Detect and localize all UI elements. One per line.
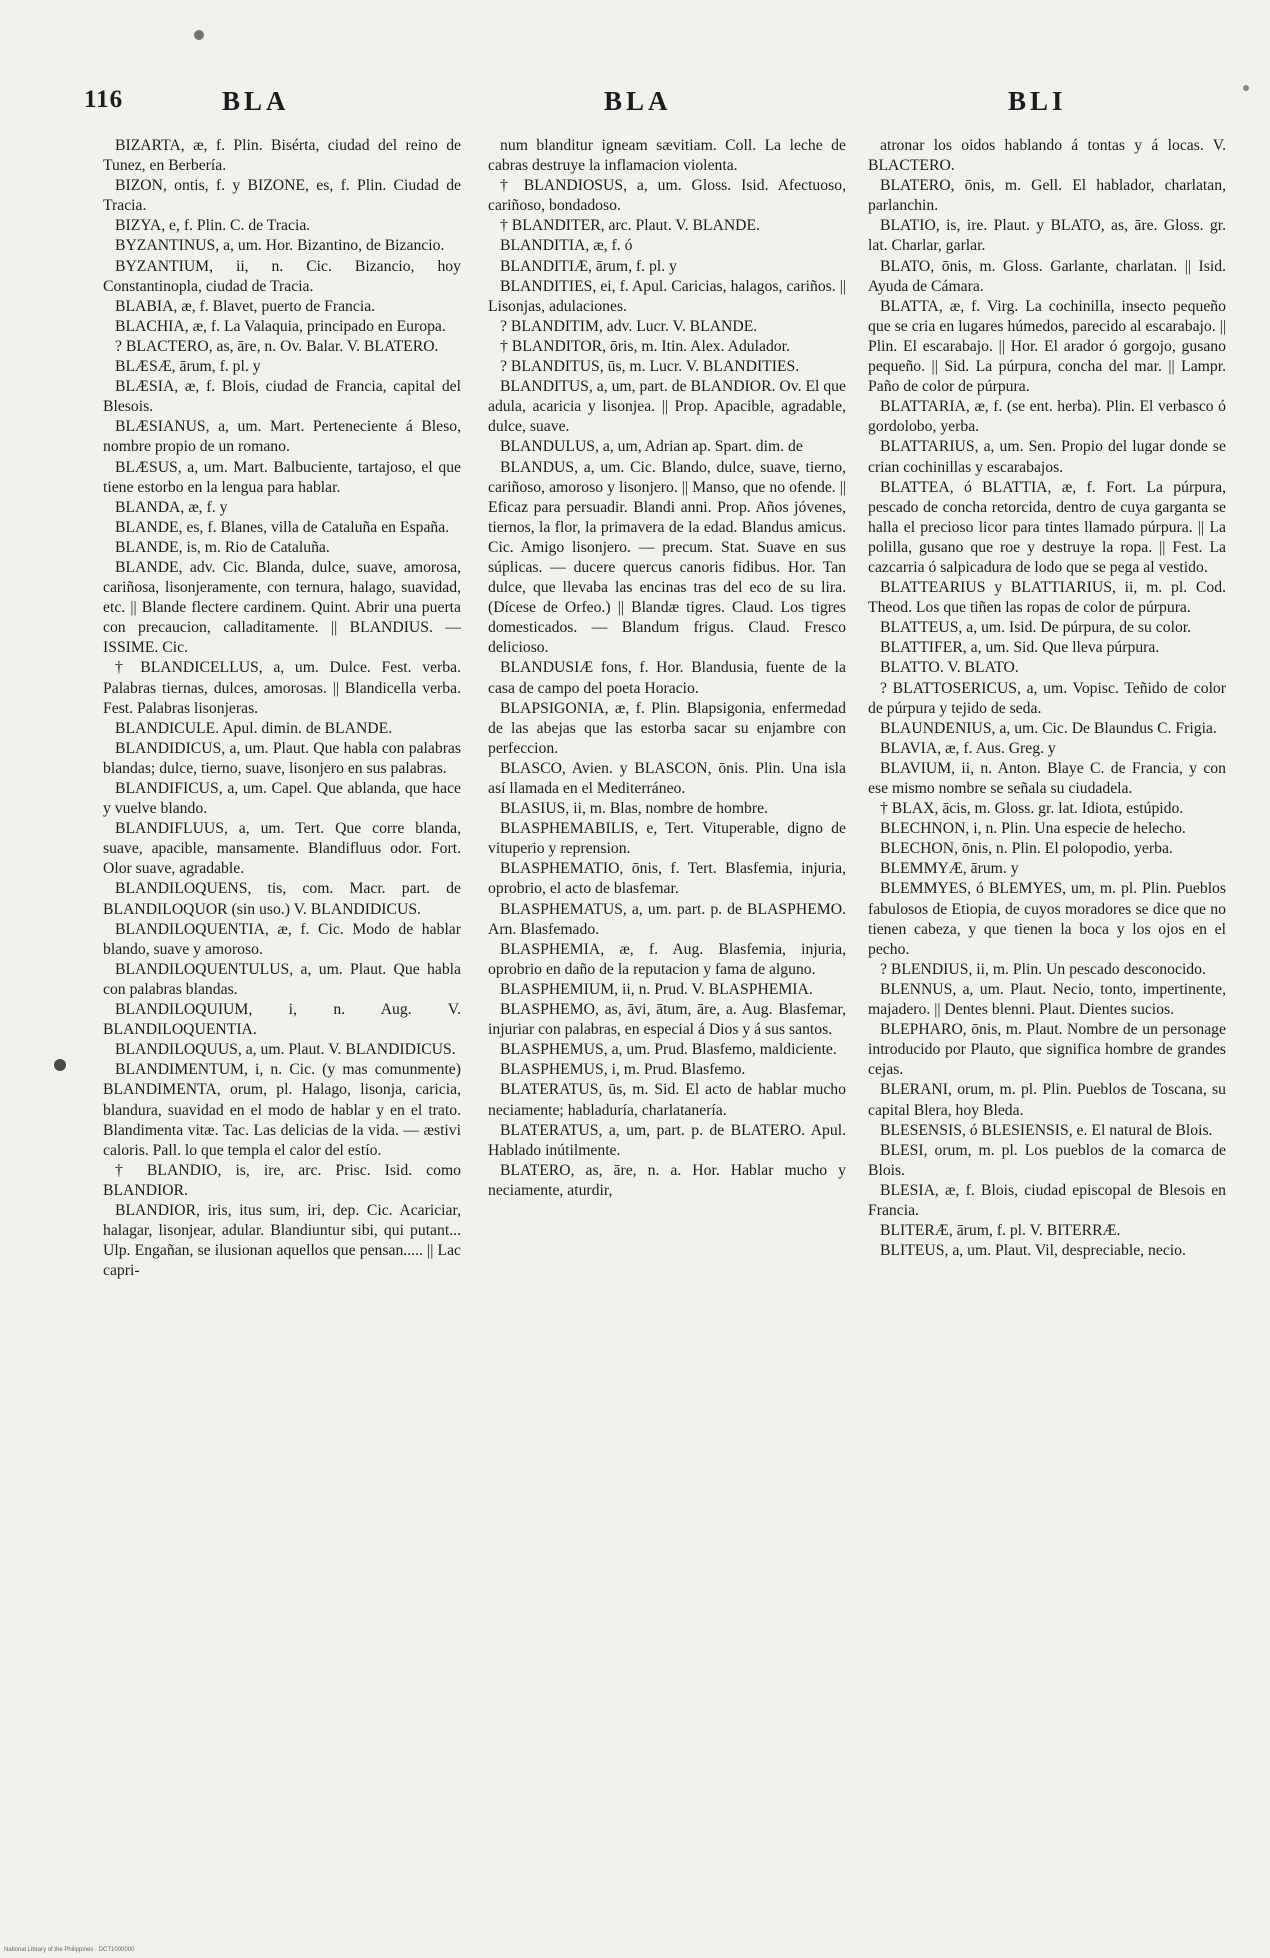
ink-speck: [1243, 85, 1249, 91]
dictionary-entry: BLANDIFICUS, a, um. Capel. Que ablanda, que hace y vuelve blando.: [103, 780, 461, 818]
dictionary-entry: BLACHIA, æ, f. La Valaquia, principado en Europa.: [115, 317, 446, 335]
dictionary-entry: † BLANDIO, is, ire, arc. Prisc. Isid. como BLANDIOR.: [103, 1161, 461, 1199]
dictionary-entry: BLANDIMENTUM, i, n. Cic. (y mas comunmente) BLANDIMENTA, orum, pl. Halago, lisonja, caricia, blandura, suavidad en el modo de hablar y en el trato. Blandimenta vitæ. Tac. Las delicias de la vida. — æstivi caloris. Pall. lo que templa el calor del estío.: [103, 1061, 461, 1159]
dictionary-entry: BLERANI, orum, m. pl. Plin. Pueblos de Toscana, su capital Blera, hoy Bleda.: [868, 1081, 1226, 1119]
column-right: [868, 136, 1226, 1261]
dictionary-entry: BLATERATUS, ūs, m. Sid. El acto de hablar mucho neciamente; habladuría, charlatanería.: [488, 1081, 846, 1119]
dictionary-entry: BLATTARIA, æ, f. (se ent. herba). Plin. El verbasco ó gordolobo, yerba.: [868, 398, 1226, 436]
dictionary-entry: BLANDE, adv. Cic. Blanda, dulce, suave, amorosa, cariñosa, lisonjeramente, con ternura, halago, suavidad, etc. || Blande flectere cardinem. Quint. Abrir una puerta con precaucion, calladitamente. || BLANDIUS. — ISSIME. Cic.: [103, 558, 461, 657]
dictionary-entry: BIZARTA, æ, f. Plin. Bisérta, ciudad del reino de Tunez, en Berbería.: [103, 137, 461, 175]
dictionary-entry: BLATTO. V. BLATO.: [880, 659, 1019, 677]
dictionary-entry: ? BLATTOSERICUS, a, um. Vopisc. Teñido de color de púrpura y tejido de seda.: [868, 679, 1226, 717]
dictionary-entry: BLÆSUS, a, um. Mart. Balbuciente, tartajoso, el que tiene estorbo en la lengua para hablar.: [103, 458, 461, 496]
dictionary-entry: BLANDUSIÆ fons, f. Hor. Blandusia, fuente de la casa de campo del poeta Horacio.: [488, 659, 846, 697]
dictionary-entry: BLANDILOQUENTULUS, a, um. Plaut. Que habla con palabras blandas.: [103, 960, 461, 998]
dictionary-entry: BLECHNON, i, n. Plin. Una especie de helecho.: [880, 820, 1186, 838]
dictionary-entry: BLANDULUS, a, um, Adrian ap. Spart. dim. de: [500, 438, 803, 456]
column-middle: [488, 136, 846, 1201]
dictionary-entry: BLASIUS, ii, m. Blas, nombre de hombre.: [500, 800, 768, 818]
dictionary-entry: ? BLACTERO, as, āre, n. Ov. Balar. V. BLATERO.: [115, 337, 439, 355]
dictionary-entry: BLANDILOQUIUM, i, n. Aug. V. BLANDILOQUENTIA.: [103, 1001, 461, 1039]
dictionary-entry: BLASPHEMIUM, ii, n. Prud. V. BLASPHEMIA.: [500, 980, 813, 998]
dictionary-entry: BLAVIA, æ, f. Aus. Greg. y: [880, 739, 1056, 757]
dictionary-entry: BLÆSIANUS, a, um. Mart. Perteneciente á Bleso, nombre propio de un romano.: [103, 418, 461, 456]
dictionary-entry: † BLANDITOR, ōris, m. Itin. Alex. Adulador.: [500, 337, 790, 355]
dictionary-entry: ? BLENDIUS, ii, m. Plin. Un pescado desconocido.: [880, 960, 1206, 978]
dictionary-entry: BLASPHEMO, as, āvi, ātum, āre, a. Aug. Blasfemar, injuriar con palabras, en especial á Dios y á sus santos.: [488, 1001, 846, 1039]
dictionary-entry: BLANDITIÆ, ārum, f. pl. y: [500, 257, 677, 275]
dictionary-entry: BLATTIFER, a, um. Sid. Que lleva púrpura.: [880, 639, 1160, 657]
dictionary-entry: BLATTA, æ, f. Virg. La cochinilla, insecto pequeño que se cria en lugares húmedos, parecido al escarabajo. || Plin. El escarabajo. || Hor. El arador ó gorgojo, gusano pequeño. || Sid. La púrpura, concha del mar. || Lampr. Paño de color de púrpura.: [868, 297, 1226, 396]
dictionary-entry: BLENNUS, a, um. Plaut. Necio, tonto, impertinente, majadero. || Dentes blenni. Plaut. Dientes sucios.: [868, 980, 1226, 1019]
ink-speck: [54, 1059, 66, 1071]
dictionary-entry: BLANDITIES, ei, f. Apul. Caricias, halagos, cariños. || Lisonjas, adulaciones.: [488, 277, 846, 315]
dictionary-entry: BLANDILOQUUS, a, um. Plaut. V. BLANDIDICUS.: [115, 1041, 456, 1059]
page-number: 116: [84, 86, 124, 113]
dictionary-entry: BLANDE, is, m. Rio de Cataluña.: [115, 538, 330, 556]
dictionary-entry: BLANDITUS, a, um, part. de BLANDIOR. Ov. El que adula, acaricia y lisonjea. || Prop. Apacible, agradable, dulce, suave.: [488, 378, 846, 436]
dictionary-entry: BLAPSIGONIA, æ, f. Plin. Blapsigonia, enfermedad de las abejas que las estorba sacar su enjambre con perfeccion.: [488, 699, 846, 757]
column-left: [103, 136, 461, 1281]
dictionary-entry: † BLAX, ācis, m. Gloss. gr. lat. Idiota, estúpido.: [880, 800, 1184, 818]
running-head-left: BLA: [222, 86, 290, 116]
dictionary-entry: BLEPHARO, ōnis, m. Plaut. Nombre de un personage introducido por Plauto, que significa hombre de grandes cejas.: [868, 1021, 1226, 1079]
dictionary-entry: BLAUNDENIUS, a, um. Cic. De Blaundus C. Frigia.: [880, 719, 1217, 737]
dictionary-entry: BLEMMYÆ, ārum. y: [880, 860, 1019, 878]
dictionary-entry: BLESI, orum, m. pl. Los pueblos de la comarca de Blois.: [868, 1141, 1226, 1179]
dictionary-entry: BLANDILOQUENTIA, æ, f. Cic. Modo de hablar blando, suave y amoroso.: [103, 920, 461, 958]
dictionary-entry: BLANDA, æ, f. y: [115, 498, 228, 516]
dictionary-entry: num blanditur igneam sævitiam. Coll. La leche de cabras destruye la inflamacion violenta.: [488, 137, 846, 175]
dictionary-entry: BLATTEUS, a, um. Isid. De púrpura, de su color.: [880, 619, 1192, 637]
dictionary-entry: BLESENSIS, ó BLESIENSIS, e. El natural de Blois.: [880, 1121, 1213, 1139]
dictionary-entry: BLÆSIA, æ, f. Blois, ciudad de Francia, capital del Blesois.: [103, 378, 461, 416]
dictionary-entry: BLITEUS, a, um. Plaut. Vil, despreciable, necio.: [880, 1242, 1186, 1260]
dictionary-entry: BYZANTINUS, a, um. Hor. Bizantino, de Bizancio.: [115, 237, 445, 255]
dictionary-entry: BLANDIFLUUS, a, um. Tert. Que corre blanda, suave, apacible, mansamente. Blandifluus odor. Fort. Olor suave, agradable.: [103, 820, 461, 878]
dictionary-entry: BLESIA, æ, f. Blois, ciudad episcopal de Blesois en Francia.: [868, 1181, 1226, 1219]
dictionary-entry: BLANDILOQUENS, tis, com. Macr. part. de BLANDILOQUOR (sin uso.) V. BLANDIDICUS.: [103, 880, 461, 918]
dictionary-entry: † BLANDITER, arc. Plaut. V. BLANDE.: [500, 217, 760, 235]
dictionary-entry: BLAVIUM, ii, n. Anton. Blaye C. de Francia, y con ese mismo nombre se señala su ciudadela.: [868, 759, 1226, 797]
dictionary-entry: BIZYA, e, f. Plin. C. de Tracia.: [115, 217, 311, 235]
dictionary-entry: BLANDITIA, æ, f. ó: [500, 237, 633, 255]
dictionary-entry: BLATO, ōnis, m. Gloss. Garlante, charlatan. || Isid. Ayuda de Cámara.: [868, 257, 1226, 295]
page-header: [0, 86, 1270, 126]
dictionary-entry: BLÆSÆ, ārum, f. pl. y: [115, 358, 261, 376]
dictionary-entry: BLATERO, ōnis, m. Gell. El hablador, charlatan, parlanchin.: [868, 177, 1226, 215]
dictionary-entry: BIZON, ontis, f. y BIZONE, es, f. Plin. Ciudad de Tracia.: [103, 177, 461, 215]
dictionary-entry: BLANDE, es, f. Blanes, villa de Cataluña en España.: [115, 518, 450, 536]
dictionary-entry: BYZANTIUM, ii, n. Cic. Bizancio, hoy Constantinopla, ciudad de Tracia.: [103, 257, 461, 295]
dictionary-entry: BLATERATUS, a, um, part. p. de BLATERO. Apul. Hablado inútilmente.: [488, 1121, 846, 1159]
dictionary-entry: BLANDIOR, iris, itus sum, iri, dep. Cic. Acariciar, halagar, lisonjear, adular. Blandiuntur sibi, qui putant... Ulp. Engañan, se ilusionan aquellos que pensan..... || Lac capri-: [103, 1201, 461, 1280]
dictionary-entry: BLASPHEMIA, æ, f. Aug. Blasfemia, injuria, oprobrio en daño de la reputacion y fama de alguno.: [488, 940, 846, 978]
dictionary-entry: † BLANDICELLUS, a, um. Dulce. Fest. verba. Palabras tiernas, dulces, amorosas. || Blandicella verba. Fest. Palabras lisonjeras.: [103, 659, 461, 717]
dictionary-entry: BLATERO, as, āre, n. a. Hor. Hablar mucho y neciamente, aturdir,: [488, 1161, 846, 1199]
dictionary-entry: BLANDICULE. Apul. dimin. de BLANDE.: [115, 719, 393, 737]
dictionary-entry: BLATTEARIUS y BLATTIARIUS, ii, m. pl. Cod. Theod. Los que tiñen las ropas de color de púrpura.: [868, 579, 1226, 617]
dictionary-entry: BLASPHEMUS, a, um. Prud. Blasfemo, maldiciente.: [500, 1041, 837, 1059]
dictionary-entry: BLATTARIUS, a, um. Sen. Propio del lugar donde se crian cochinillas y escarabajos.: [868, 438, 1226, 476]
dictionary-entry: BLITERÆ, ārum, f. pl. V. BITERRÆ.: [880, 1222, 1121, 1240]
dictionary-entry: BLECHON, ōnis, n. Plin. El polopodio, yerba.: [880, 840, 1173, 858]
dictionary-entry: BLATIO, is, ire. Plaut. y BLATO, as, āre. Gloss. gr. lat. Charlar, garlar.: [868, 217, 1226, 255]
dictionary-entry: BLASPHEMABILIS, e, Tert. Vituperable, digno de vituperio y reprension.: [488, 820, 846, 858]
scan-credit: National Library of the Philippines · DCT1000000: [4, 1947, 135, 1953]
dictionary-entry: BLASPHEMATUS, a, um. part. p. de BLASPHEMO. Arn. Blasfemado.: [488, 900, 846, 938]
dictionary-entry: BLEMMYES, ó BLEMYES, um, m. pl. Plin. Pueblos fabulosos de Etiopia, de cuyos moradores se dice que no tienen cabeza, y que tienen la boca y los ojos en el pecho.: [868, 880, 1226, 958]
ink-speck: [194, 30, 204, 40]
dictionary-entry: BLASPHEMUS, i, m. Prud. Blasfemo.: [500, 1061, 746, 1079]
dictionary-entry: ? BLANDITIM, adv. Lucr. V. BLANDE.: [500, 317, 758, 335]
running-head-center: BLA: [604, 86, 672, 116]
dictionary-entry: † BLANDIOSUS, a, um. Gloss. Isid. Afectuoso, cariñoso, bondadoso.: [488, 177, 846, 215]
dictionary-entry: BLANDUS, a, um. Cic. Blando, dulce, suave, tierno, cariñoso, amoroso y lisonjero. || Manso, que no ofende. || Eficaz para persuadir. Blandi anni. Prop. Años jóvenes, tiernos, la flor, la primavera de la edad. Blandus amicus. Cic. Amigo lisonjero. — precum. Stat. Suave en sus súplicas. — ducere quercus canoris fidibus. Hor. Tan dulce, que llevaba las encinas tras del eco de su lira. (Dícese de Orfeo.) || Blandæ tigres. Claud. Los tigres domesticados. — Blandum frigus. Claud. Fresco delicioso.: [488, 458, 846, 657]
dictionary-entry: BLASCO, Avien. y BLASCON, ōnis. Plin. Una isla así llamada en el Mediterráneo.: [488, 759, 846, 797]
dictionary-entry: BLANDIDICUS, a, um. Plaut. Que habla con palabras blandas; dulce, tierno, suave, lisonjero en sus palabras.: [103, 739, 461, 777]
dictionary-entry: BLATTEA, ó BLATTIA, æ, f. Fort. La púrpura, pescado de concha retorcida, dentro de cuya garganta se halla el precioso licor para tintes llamado púrpura. || La polilla, gusano que roe y destruye la ropa. || Fest. La cazcarria ó salpicadura de lodo que se pega al vestido.: [868, 478, 1226, 576]
dictionary-entry: atronar los oidos hablando á tontas y á locas. V. BLACTERO.: [868, 137, 1226, 175]
dictionary-entry: BLABIA, æ, f. Blavet, puerto de Francia.: [115, 297, 376, 315]
dictionary-entry: BLASPHEMATIO, ōnis, f. Tert. Blasfemia, injuria, oprobrio, el acto de blasfemar.: [488, 860, 846, 898]
dictionary-entry: ? BLANDITUS, ūs, m. Lucr. V. BLANDITIES.: [500, 358, 800, 376]
running-head-right: BLI: [1008, 86, 1067, 116]
